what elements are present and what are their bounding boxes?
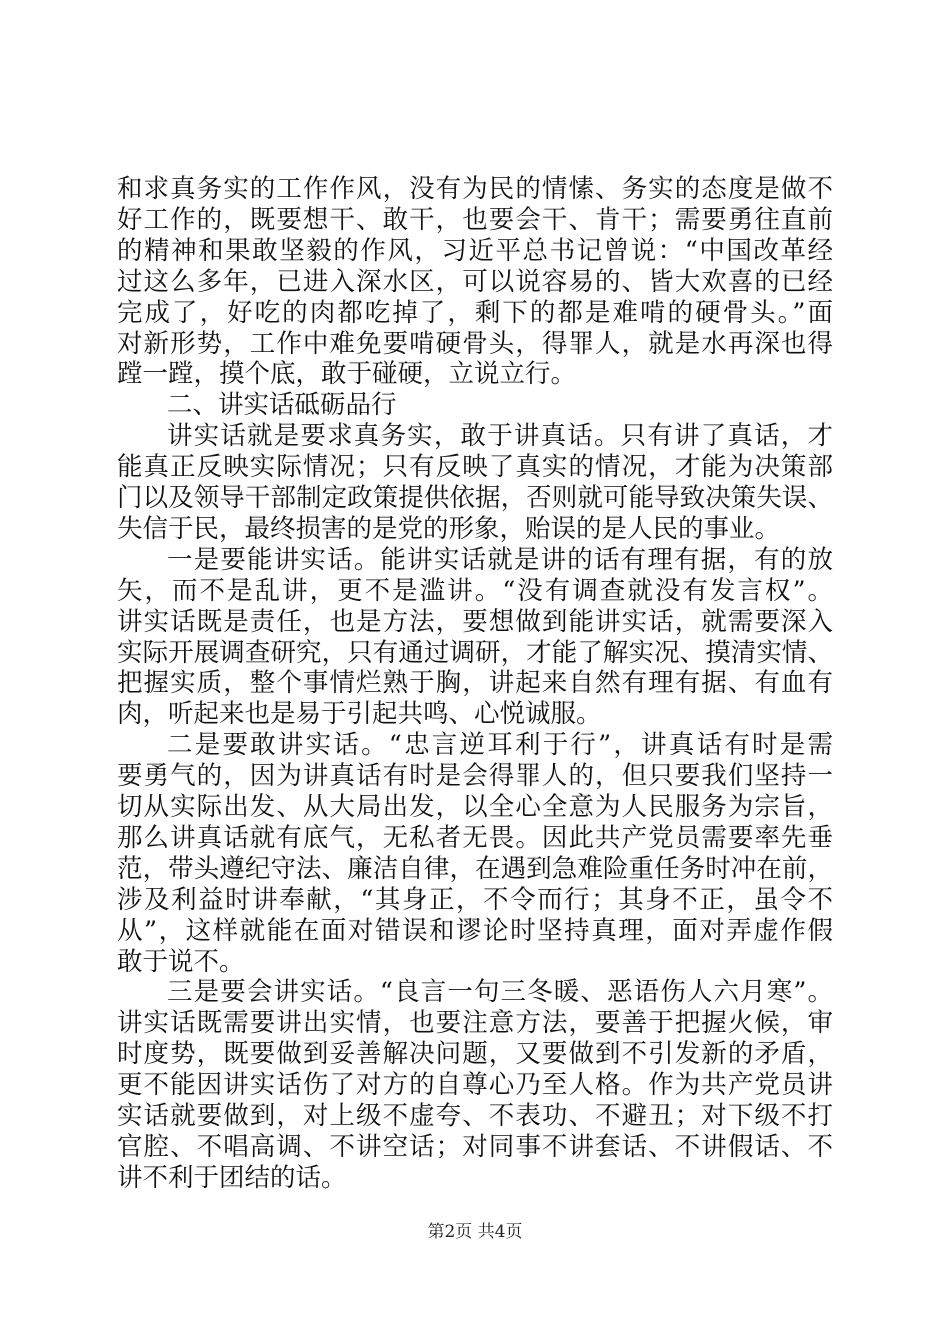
body-line: 失信于民，最终损害的是党的形象，贻误的是人民的事业。 — [117, 513, 781, 544]
body-line: 讲实话既需要讲出实情，也要注意方法，要善于把握火候，审 — [117, 1008, 833, 1039]
body-line: 那么讲真话就有底气，无私者无畏。因此共产党员需要率先垂 — [117, 822, 833, 853]
body-line: 范，带头遵纪守法、廉洁自律，在遇到急难险重任务时冲在前， — [117, 853, 833, 884]
body-line: 官腔、不唱高调、不讲空话；对同事不讲套话、不讲假话、不 — [117, 1131, 833, 1162]
body-line: 二是要敢讲实话。“忠言逆耳利于行”，讲真话有时是需 — [167, 730, 833, 761]
body-line: 矢，而不是乱讲，更不是滥讲。“没有调查就没有发言权”。 — [117, 575, 833, 606]
body-line: 讲实话就是要求真务实，敢于讲真话。只有讲了真话，才 — [167, 421, 833, 452]
body-line: 蹚一蹚，摸个底，敢于碰硬，立说立行。 — [117, 359, 577, 390]
body-line: 更不能因讲实话伤了对方的自尊心乃至人格。作为共产党员讲 — [117, 1070, 833, 1101]
body-line: 能真正反映实际情况；只有反映了真实的情况，才能为决策部 — [117, 452, 833, 483]
section-heading: 二、讲实话砥砺品行 — [167, 390, 397, 421]
body-line: 时度势，既要做到妥善解决问题，又要做到不引发新的矛盾， — [117, 1039, 833, 1070]
body-line: 完成了，好吃的肉都吃掉了，剩下的都是难啃的硬骨头。”面 — [117, 297, 833, 328]
body-line: 一是要能讲实话。能讲实话就是讲的话有理有据，有的放 — [167, 544, 833, 575]
body-line: 实话就要做到，对上级不虚夸、不表功、不避丑；对下级不打 — [117, 1101, 833, 1131]
body-line: 三是要会讲实话。“良言一句三冬暖、恶语伤人六月寒”。 — [167, 977, 833, 1008]
body-line: 讲不利于团结的话。 — [117, 1162, 347, 1193]
body-line: 和求真务实的工作作风，没有为民的情愫、务实的态度是做不 — [117, 174, 833, 204]
body-line: 讲实话既是责任，也是方法，要想做到能讲实话，就需要深入 — [117, 606, 833, 637]
body-line: 对新形势，工作中难免要啃硬骨头，得罪人，就是水再深也得 — [117, 328, 833, 359]
body-line: 切从实际出发、从大局出发，以全心全意为人民服务为宗旨， — [117, 792, 833, 822]
body-line: 肉，听起来也是易于引起共鸣、心悦诚服。 — [117, 699, 602, 730]
body-line: 敢于说不。 — [117, 946, 245, 977]
body-line: 门以及领导干部制定政策提供依据，否则就可能导致决策失误、 — [117, 483, 833, 513]
body-line: 实际开展调查研究，只有通过调研，才能了解实况、摸清实情、 — [117, 637, 833, 668]
page-footer: 第2页 共4页 — [427, 1222, 523, 1242]
body-line: 的精神和果敢坚毅的作风，习近平总书记曾说：“中国改革经 — [117, 235, 833, 266]
body-line: 把握实质，整个事情烂熟于胸，讲起来自然有理有据、有血有 — [117, 668, 833, 699]
body-line: 过这么多年，已进入深水区，可以说容易的、皆大欢喜的已经 — [117, 266, 833, 297]
body-line: 涉及利益时讲奉献，“其身正，不令而行；其身不正，虽令不 — [117, 884, 833, 915]
body-line: 从”，这样就能在面对错误和谬论时坚持真理，面对弄虚作假 — [117, 915, 833, 946]
body-line: 要勇气的，因为讲真话有时是会得罪人的，但只要我们坚持一 — [117, 761, 833, 792]
body-line: 好工作的，既要想干、敢干，也要会干、肯干；需要勇往直前 — [117, 204, 833, 235]
